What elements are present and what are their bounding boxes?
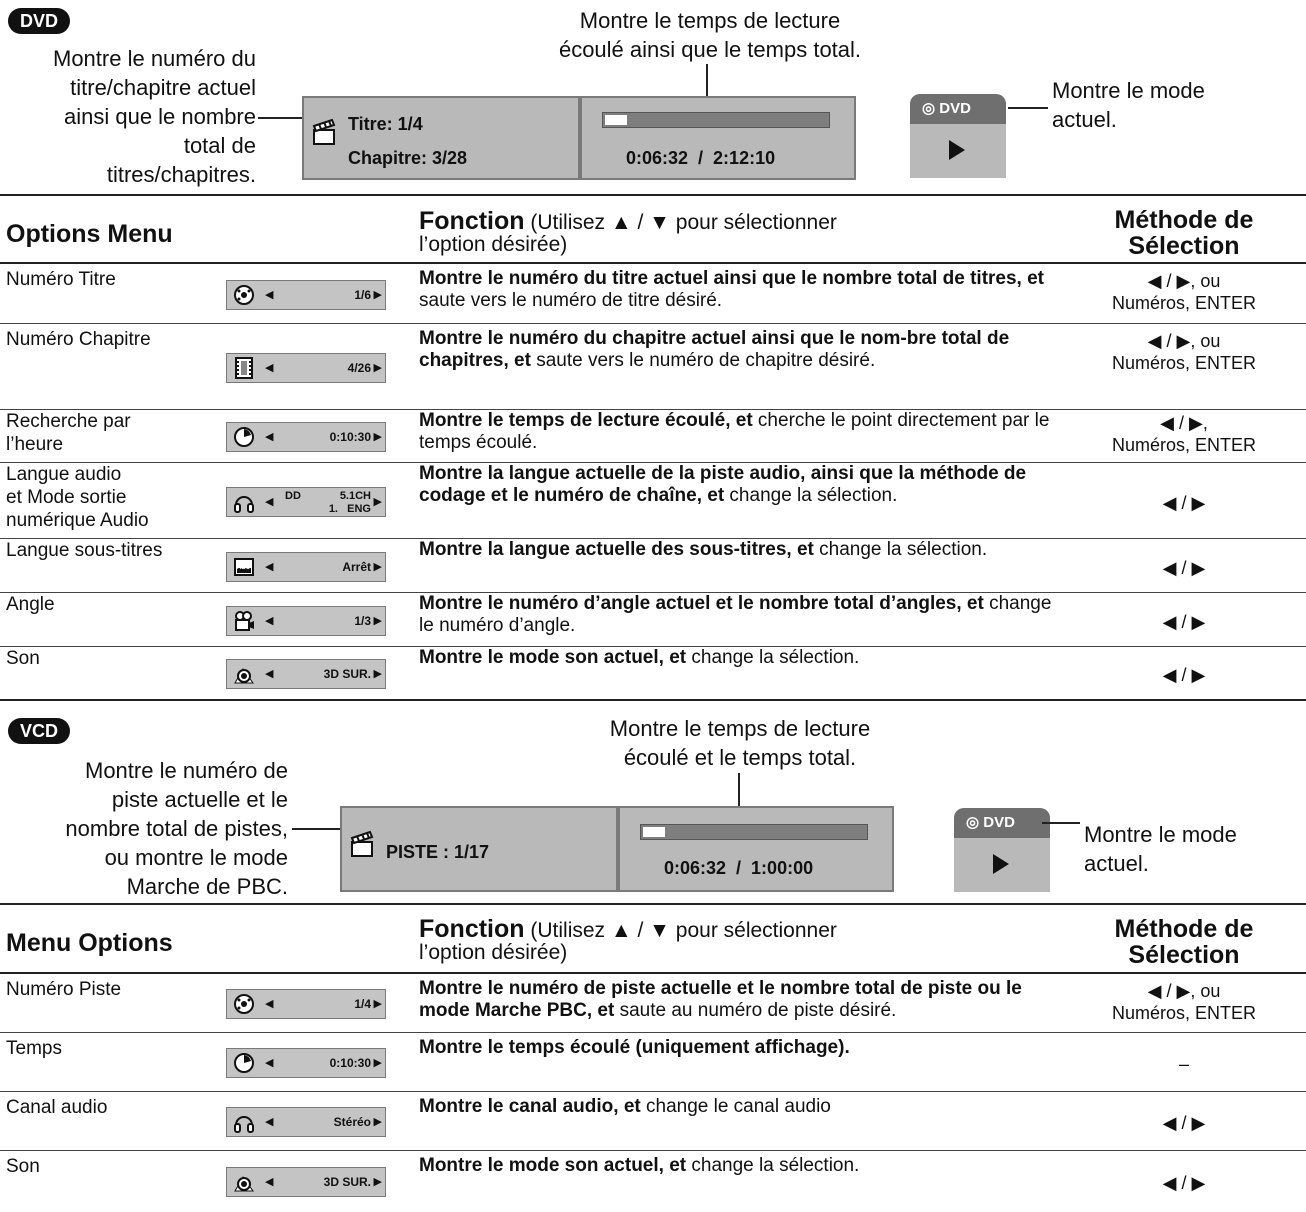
left-arrow-icon: ◀ <box>265 615 274 627</box>
option-description: Montre le mode son actuel, et change la sélection. <box>419 1155 860 1176</box>
table1-col-method: Méthode de Sélection <box>1114 206 1254 260</box>
right-arrow-icon: ▶ <box>373 1116 382 1128</box>
playback-progress-bar <box>602 112 830 128</box>
dvd-osd-time-panel <box>580 96 856 180</box>
dvd-note-mode: Montre le mode actuel. <box>1052 78 1205 132</box>
selection-method: ◀ / ▶ <box>1162 665 1206 685</box>
table2-col-method: Méthode de Sélection <box>1114 915 1254 969</box>
selection-method: ◀ / ▶ <box>1162 1173 1206 1193</box>
vcd-osd-track-panel <box>340 806 618 892</box>
vcd-note-mode: Montre le mode actuel. <box>1084 822 1237 876</box>
option-label: Numéro Titre <box>6 269 116 290</box>
dolby-icon: DD <box>285 490 301 502</box>
option-value: Arrêt <box>342 560 371 574</box>
clock-icon <box>233 1052 255 1074</box>
left-arrow-icon: ◀ <box>265 496 274 508</box>
headphones-icon <box>233 491 255 513</box>
option-label: Son <box>6 1156 40 1177</box>
selection-method: ◀ / ▶, Numéros, ENTER <box>1111 413 1257 455</box>
selection-method: – <box>1178 1054 1189 1074</box>
left-arrow-icon: ◀ <box>265 1116 274 1128</box>
vcd-note-track: Montre le numéro de piste actuelle et le nombre total de pistes, ou montre le mode Marche de PBC. <box>65 758 288 899</box>
right-arrow-icon: ▶ <box>373 615 382 627</box>
selection-method: ◀ / ▶ <box>1162 558 1206 578</box>
clapperboard-icon <box>350 830 376 858</box>
camera-icon <box>233 610 255 632</box>
dvd-note-time: Montre le temps de lecture écoulé ainsi que le temps total. <box>558 8 862 62</box>
dvd-osd-title-panel <box>302 96 580 180</box>
option-description: Montre le numéro d’angle actuel et le nombre total d’angles, et change le numéro d’angle. <box>419 593 1052 636</box>
right-arrow-icon: ▶ <box>373 362 382 374</box>
option-label: Numéro Chapitre <box>6 329 151 350</box>
option-value: 1/4 <box>354 997 371 1011</box>
osd-time-value: 0:06:32 / 2:12:10 <box>626 148 776 168</box>
vcd-badge: VCD <box>8 718 70 744</box>
selection-method: ◀ / ▶, ou Numéros, ENTER <box>1111 331 1257 373</box>
option-value: 0:10:30 <box>329 1056 371 1070</box>
right-arrow-icon: ▶ <box>373 561 382 573</box>
option-label: Numéro Piste <box>6 979 122 1000</box>
dvd-badge: DVD <box>8 8 70 34</box>
disc-icon <box>233 284 255 306</box>
osd-option-widget <box>226 989 386 1019</box>
osd-time-value: 0:06:32 / 1:00:00 <box>664 858 814 878</box>
left-arrow-icon: ◀ <box>265 1057 274 1069</box>
playback-progress-bar <box>640 824 868 840</box>
disc-mini-icon: ◎ <box>966 814 980 831</box>
selection-method: ◀ / ▶ <box>1162 612 1206 632</box>
option-value: 0:10:30 <box>329 430 371 444</box>
disc-mini-icon: ◎ <box>922 100 936 117</box>
osd-option-widget <box>226 353 386 383</box>
sound-icon <box>233 663 255 685</box>
left-arrow-icon: ◀ <box>265 561 274 573</box>
clock-icon <box>233 426 255 448</box>
play-icon <box>949 140 965 160</box>
disc-icon <box>233 993 255 1015</box>
left-arrow-icon: ◀ <box>265 431 274 443</box>
option-value-2: 1. ENG <box>328 503 371 515</box>
clapperboard-icon <box>312 118 338 146</box>
osd-option-widget <box>226 422 386 452</box>
left-arrow-icon: ◀ <box>265 362 274 374</box>
option-label: Temps <box>6 1038 62 1059</box>
right-arrow-icon: ▶ <box>373 289 382 301</box>
selection-method: ◀ / ▶, ou Numéros, ENTER <box>1111 981 1257 1023</box>
option-value: 5.1CH <box>339 490 371 502</box>
option-value: Stéréo <box>333 1115 371 1129</box>
right-arrow-icon: ▶ <box>373 998 382 1010</box>
table1-col-function: Fonction (Utilisez ▲ / ▼ pour sélectionner l’option désirée) <box>419 207 837 256</box>
subtitle-icon-text: ABC <box>237 565 250 571</box>
osd-option-widget <box>226 606 386 636</box>
option-value: 4/26 <box>347 361 371 375</box>
option-description: Montre la langue actuelle de la piste audio, ainsi que la méthode de codage et le numéro de chaîne, et change la sélection. <box>419 463 1027 506</box>
option-description: Montre le numéro du titre actuel ainsi que le nombre total de titres, et saute vers le numéro de titre désiré. <box>419 268 1044 311</box>
option-value: 1/6 <box>354 288 371 302</box>
vcd-osd-time-panel <box>618 806 894 892</box>
row-divider <box>0 1032 1306 1033</box>
option-description: Montre le temps écoulé (uniquement affichage). <box>419 1037 850 1058</box>
osd-option-widget <box>226 1107 386 1137</box>
selection-method: ◀ / ▶ <box>1162 1113 1206 1133</box>
table1-col-options: Options Menu <box>6 220 173 248</box>
option-label: Langue audio et Mode sortie numérique Audio <box>6 464 149 531</box>
option-description: Montre le numéro du chapitre actuel ainsi que le nom-bre total de chapitres, et saute vers le numéro de chapitre désiré. <box>419 328 1010 371</box>
option-description: Montre le canal audio, et change le canal audio <box>419 1096 831 1117</box>
row-divider <box>0 323 1306 324</box>
osd-title-value: Titre: 1/4 <box>348 114 423 134</box>
osd-chapter-value: Chapitre: 3/28 <box>348 148 468 168</box>
option-label: Son <box>6 648 40 669</box>
option-description: Montre la langue actuelle des sous-titres, et change la sélection. <box>419 539 988 560</box>
row-divider <box>0 1091 1306 1092</box>
headphones-icon <box>233 1111 255 1133</box>
left-arrow-icon: ◀ <box>265 289 274 301</box>
selection-method: ◀ / ▶, ou Numéros, ENTER <box>1111 271 1257 313</box>
row-divider <box>0 1150 1306 1151</box>
osd-option-widget <box>226 280 386 310</box>
right-arrow-icon: ▶ <box>373 431 382 443</box>
option-value: 3D SUR. <box>323 1175 371 1189</box>
option-value: 1/3 <box>354 614 371 628</box>
option-label: Langue sous-titres <box>6 540 163 561</box>
selection-method: ◀ / ▶ <box>1162 493 1206 513</box>
option-value: 3D SUR. <box>323 667 371 681</box>
left-arrow-icon: ◀ <box>265 668 274 680</box>
sound-icon <box>233 1171 255 1193</box>
table2-col-options: Menu Options <box>6 929 173 957</box>
right-arrow-icon: ▶ <box>373 1176 382 1188</box>
table2-col-function: Fonction (Utilisez ▲ / ▼ pour sélectionner l’option désirée) <box>419 915 837 964</box>
vcd-note-time: Montre le temps de lecture écoulé et le temps total. <box>609 716 871 770</box>
right-arrow-icon: ▶ <box>373 496 382 508</box>
left-arrow-icon: ◀ <box>265 998 274 1010</box>
dvd-mode-indicator: ◎ DVD <box>910 94 1006 178</box>
option-label: Recherche par l’heure <box>6 411 131 455</box>
left-arrow-icon: ◀ <box>265 1176 274 1188</box>
osd-option-widget <box>226 552 386 582</box>
option-description: Montre le mode son actuel, et change la sélection. <box>419 647 860 668</box>
osd-option-widget <box>226 659 386 689</box>
osd-option-widget <box>226 1048 386 1078</box>
osd-option-widget <box>226 487 386 517</box>
dvd-note-title-chapter: Montre le numéro du titre/chapitre actuel ainsi que le nombre total de titres/chapitres. <box>53 46 256 187</box>
vcd-mode-indicator: ◎ DVD <box>954 808 1050 892</box>
film-icon <box>233 357 255 379</box>
right-arrow-icon: ▶ <box>373 1057 382 1069</box>
osd-option-widget <box>226 1167 386 1197</box>
option-label: Angle <box>6 594 55 615</box>
play-icon <box>993 854 1009 874</box>
osd-track-value: PISTE : 1/17 <box>386 842 490 862</box>
option-description: Montre le numéro de piste actuelle et le nombre total de piste ou le mode Marche PBC, et saute au numéro de piste désiré. <box>419 978 1022 1021</box>
right-arrow-icon: ▶ <box>373 668 382 680</box>
option-label: Canal audio <box>6 1097 108 1118</box>
option-description: Montre le temps de lecture écoulé, et cherche le point directement par le temps écoulé. <box>419 410 1050 453</box>
